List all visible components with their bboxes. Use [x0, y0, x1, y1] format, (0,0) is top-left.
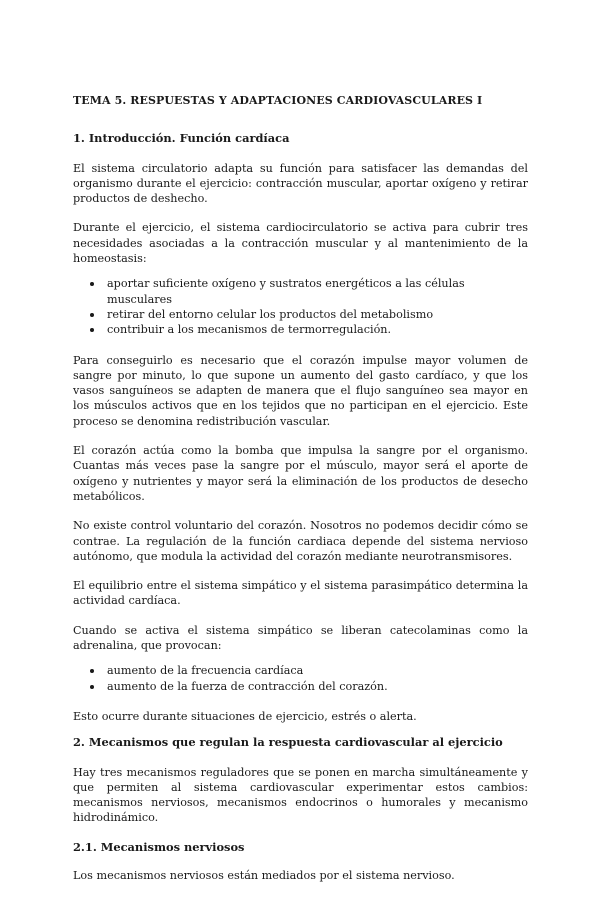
paragraph: Cuando se activa el sistema simpático se liberan catecolaminas como la adrenalina, que provocan: [73, 623, 528, 653]
paragraph: Esto ocurre durante situaciones de ejercicio, estrés o alerta. [73, 709, 417, 723]
paragraph: Durante el ejercicio, el sistema cardiocirculatorio se activa para cubrir tres necesidades asociadas a la contracción muscular y al mantenimiento de la homeostasis: [73, 221, 528, 266]
paragraph: Los mecanismos nerviosos están mediados por el sistema nervioso. [73, 868, 455, 882]
bullet-list [73, 663, 528, 694]
section-1-heading: 1. Introducción. Función cardíaca [73, 131, 290, 146]
paragraph: Hay tres mecanismos reguladores que se ponen en marcha simultáneamente y que permiten al sistema cardiovascular experimentar estos cambios: mecanismos nerviosos, mecanismos endocrinos o humorales y mecanismo hidrodinámico. [73, 765, 528, 825]
list-item: retirar del entorno celular los productos del metabolismo [107, 307, 528, 322]
list-item: contribuir a los mecanismos de termorregulación. [107, 322, 528, 337]
paragraph: El corazón actúa como la bomba que impulsa la sangre por el organismo. Cuantas más veces pase la sangre por el músculo, mayor será el aporte de oxígeno y nutrientes y mayor será la eliminación de los productos de desecho metabólicos. [73, 444, 528, 503]
document-body [73, 93, 528, 897]
paragraph: El equilibrio entre el sistema simpático y el sistema parasimpático determina la actividad cardíaca. [73, 579, 528, 608]
section-2-heading: 2. Mecanismos que regulan la respuesta cardiovascular al ejercicio [73, 735, 503, 750]
paragraph: El sistema circulatorio adapta su función para satisfacer las demandas del organismo durante el ejercicio: contracción muscular, aportar oxígeno y retirar productos de deshecho. [73, 161, 528, 206]
bullet-list [73, 276, 528, 337]
document-title: TEMA 5. RESPUESTAS Y ADAPTACIONES CARDIOVASCULARES I [73, 94, 483, 107]
list-item: aumento de la fuerza de contracción del corazón. [107, 679, 528, 694]
section-2-1-heading: 2.1. Mecanismos nerviosos [73, 839, 245, 854]
paragraph: Para conseguirlo es necesario que el corazón impulse mayor volumen de sangre por minuto, lo que supone un aumento del gasto cardíaco, y que los vasos sanguíneos se adapten de manera que el flujo sanguíneo sea mayor en los músculos activos que en los tejidos que no participan en el ejercicio. Este proceso se denomina redistribución vascular. [73, 353, 528, 428]
list-item: aportar suficiente oxígeno y sustratos energéticos a las células musculares [107, 276, 528, 307]
list-item: aumento de la frecuencia cardíaca [107, 663, 528, 678]
paragraph: No existe control voluntario del corazón. Nosotros no podemos decidir cómo se contrae. La regulación de la función cardiaca depende del sistema nervioso autónomo, que modula la actividad del corazón mediante neurotransmisores. [73, 519, 528, 563]
